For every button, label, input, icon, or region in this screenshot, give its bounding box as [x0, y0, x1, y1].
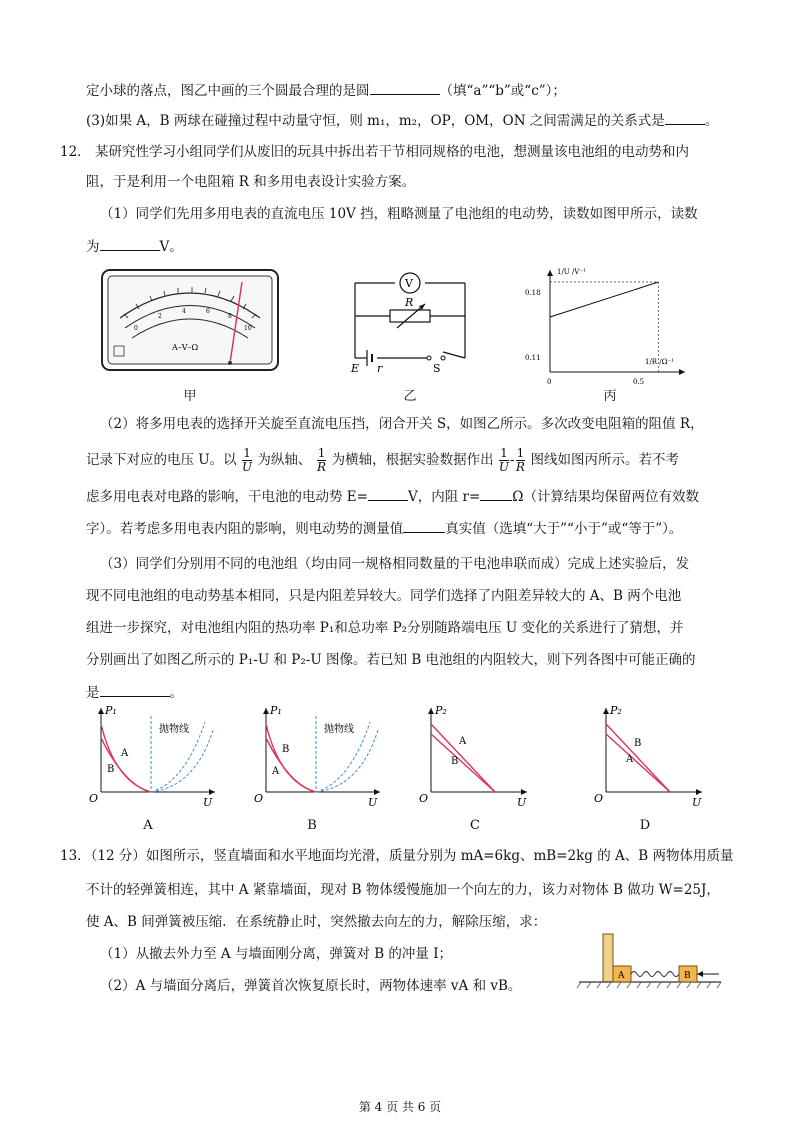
multimeter-figure: [100, 268, 280, 373]
scale-4: 4: [182, 308, 186, 315]
block-a-label: A: [618, 971, 625, 981]
y-tick-top: 0.18: [525, 289, 541, 297]
option-graph-c: [415, 702, 535, 812]
option-graph-b: [250, 702, 390, 812]
switch-label: S: [433, 362, 441, 375]
origin: O: [419, 792, 429, 805]
text: 。: [169, 685, 183, 701]
answer-blank: [403, 518, 445, 533]
emf-label: E: [351, 362, 360, 375]
option-graph-d: [590, 702, 710, 812]
origin: O: [254, 792, 264, 805]
caption-yi: 乙: [403, 389, 417, 404]
q13-part2: （2）A 与墙面分离后，弹簧首次恢复原长时，两物体速率 vA 和 vB。: [100, 978, 522, 994]
answer-blank: [100, 236, 160, 251]
scale-6: 6: [206, 308, 210, 315]
line-label-2: A: [626, 754, 634, 765]
answer-blank: [480, 486, 512, 501]
x-axis-label: 1/R /Ω⁻¹: [645, 358, 674, 366]
graph-bing: [525, 262, 690, 387]
caption-bing: 丙: [603, 389, 617, 404]
scale-2: 2: [158, 313, 162, 320]
text: 虑多用电表对电路的影响，干电池的电动势 E=: [86, 489, 368, 505]
x-label: U: [692, 796, 702, 809]
caption-jia: 甲: [183, 389, 197, 404]
text: 为横轴，根据实验数据作出: [331, 452, 494, 468]
spring: [631, 972, 681, 977]
x-label: U: [203, 796, 213, 809]
scale-8: 8: [228, 313, 232, 320]
text: （填“a”“b”或“c”）；: [439, 83, 566, 99]
scale-10: 10: [244, 325, 252, 332]
text: 为纵轴、: [257, 452, 312, 468]
origin: O: [89, 792, 99, 805]
text: 图线如图丙所示。若不考: [530, 452, 680, 468]
x-label: U: [368, 796, 378, 809]
frac-1-over-U: $\frac{1}{U}$: [241, 446, 253, 474]
option-c-caption: C: [470, 818, 480, 833]
curve-a: [266, 724, 316, 792]
answer-blank: [665, 110, 705, 125]
block-b-label: B: [684, 971, 691, 981]
line-a: [606, 724, 670, 792]
answer-blank: [100, 682, 170, 697]
line-label-2: B: [451, 756, 459, 767]
option-graph-a: [85, 702, 225, 812]
q12-part2-2: 记录下对应的电压 U。以 $\frac{1}{U}$ 为纵轴、 $\frac{1}{R}$ 为横轴，根据实验数据作出 $\frac{1}{U}$ - $\frac{1}{R}$ 图线如图丙所示。若不考: [86, 446, 680, 474]
answer-blank: [370, 80, 440, 95]
force-arrow: [697, 971, 703, 977]
meter-label: A–V–Ω: [172, 343, 199, 352]
y-tick-low: 0.11: [525, 354, 541, 362]
q13-part1: （1）从撤去外力至 A 与墙面刚分离，弹簧对 B 的冲量 I；: [100, 946, 453, 962]
internal-r-label: r: [377, 362, 383, 375]
q12-part2-3: [86, 486, 699, 507]
q11-part3: (3)如果 A，B 两球在碰撞过程中动量守恒，则 m₁，m₂，OP，OM，ON 之间需满足的关系式是 。: [86, 110, 718, 131]
curve-label-2: A: [272, 766, 280, 777]
line-a: [431, 724, 495, 792]
q12-part1-answer: [86, 236, 183, 257]
text: Ω（计算结果均保留两位有效数: [512, 489, 699, 505]
text: V，内阻 r=: [407, 489, 481, 505]
y-label: P₁: [105, 704, 117, 717]
parabola-label: 抛物线: [324, 724, 354, 735]
q12-part2-4: [86, 518, 682, 539]
x-label: U: [517, 796, 527, 809]
text: 真实值（选填“大于”“小于”或“等于”）。: [445, 521, 683, 537]
scale-0: 0: [134, 325, 138, 332]
q13-stem-3: 使 A、B 间弹簧被压缩．在系统静止时，突然撤去向左的力，解除压缩，求：: [86, 914, 547, 930]
text: 字）。若考虑多用电表内阻的影响，则电动势的测量值: [86, 521, 404, 537]
curve-label-2: B: [107, 764, 115, 775]
q13-stem-1: 13．（12 分）如图所示，竖直墙面和水平地面均光滑，质量分别为 mA=6kg、mB=2kg 的 A、B 两物体用质量: [60, 848, 734, 864]
line-label-1: A: [459, 736, 467, 747]
x-tick: 0.5: [633, 378, 645, 386]
q12-part1: （1）同学们先用多用电表的直流电压 10V 挡，粗略测量了电池组的电动势，读数如图甲所示，读数: [100, 206, 698, 222]
q13-stem-2: 不计的轻弹簧相连，其中 A 紧靠墙面，现对 B 物体缓慢施加一个向左的力，该力对物体 B 做功 W=25J，: [86, 882, 720, 898]
q12-part3-5: [86, 682, 183, 703]
q12-part3-2: 现不同电池组的电动势基本相同，只是内阻差异较大。同学们选择了内阻差异较大的 A、B 两个电池: [86, 588, 682, 604]
option-b-caption: B: [307, 818, 317, 833]
q12-part2-1: （2）将多用电表的选择开关旋至直流电压挡，闭合开关 S，如图乙所示。多次改变电阻箱的阻值 R，: [100, 416, 704, 432]
q12-stem-1: 12． 某研究性学习小组同学们从废旧的玩具中拆出若干节相同规格的电池，想测量该电池组的电动势和内: [60, 144, 689, 160]
resistor-label: R: [405, 296, 414, 309]
parabola-label: 抛物线: [159, 724, 189, 735]
y-axis-label: 1/U /V⁻¹: [557, 268, 586, 276]
q12-stem-2: 阻，于是利用一个电阻箱 R 和多用电表设计实验方案。: [86, 174, 416, 190]
y-label: P₂: [610, 704, 622, 717]
text: 为: [86, 239, 100, 255]
q12-part3-4: 分别画出了如图乙所示的 P₁-U 和 P₂-U 图像。若已知 B 电池组的内阻较大，则下列各图中可能正确的: [86, 652, 696, 668]
text: (3)如果 A，B 两球在碰撞过程中动量守恒，则 m₁，m₂，OP，OM，ON 之间需满足的关系式是: [86, 113, 665, 129]
text: 定小球的落点，图乙中画的三个圆最合理的是圆: [86, 83, 370, 99]
text: 是: [86, 685, 100, 701]
text: 记录下对应的电压 U。以: [86, 452, 237, 468]
curve-label-1: A: [121, 748, 129, 759]
line-label-1: B: [634, 738, 642, 749]
spring-figure: [575, 930, 725, 995]
origin-label: 0: [547, 378, 552, 386]
frac-1-over-R-b: $\frac{1}{R}$: [515, 446, 525, 474]
text: V。: [159, 239, 183, 255]
frac-1-over-R: $\frac{1}{R}$: [316, 446, 327, 474]
frac-1-over-U-b: $\frac{1}{U}$: [498, 446, 510, 474]
page-footer: 第 4 页 共 6 页: [358, 1100, 442, 1114]
circuit-figure: [345, 268, 475, 378]
answer-blank: [368, 486, 408, 501]
voltmeter-label: V: [405, 277, 413, 290]
curve-label-1: B: [282, 744, 290, 755]
q12-part3-3: 组进一步探究，对电池组内阻的热功率 P₁和总功率 P₂分别随路端电压 U 变化的关系进行了猜想，并: [86, 620, 684, 636]
option-d-caption: D: [639, 818, 651, 833]
q11-part2-tail: [86, 80, 566, 101]
q12-part3-1: （3）同学们分别用不同的电池组（均由同一规格相同数量的干电池串联而成）完成上述实验后，发: [100, 556, 690, 572]
y-label: P₂: [435, 704, 447, 717]
origin: O: [594, 792, 604, 805]
y-label: P₁: [270, 704, 282, 717]
data-line: [550, 282, 658, 317]
option-a-caption: A: [143, 818, 153, 833]
